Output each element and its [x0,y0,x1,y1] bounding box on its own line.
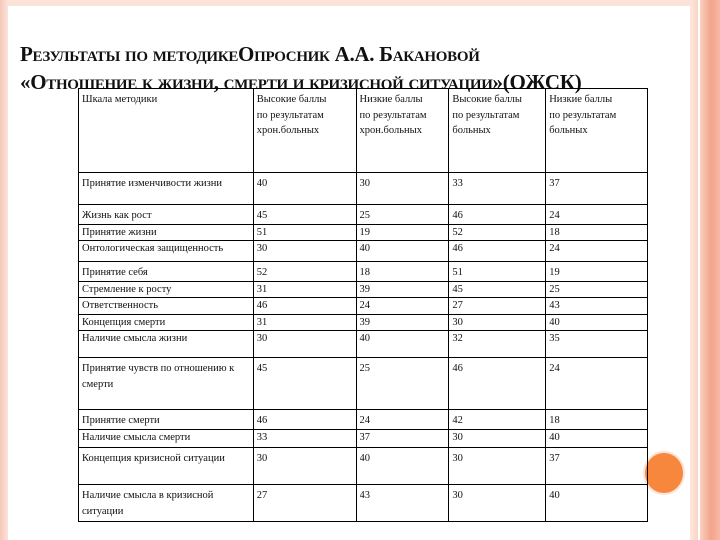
value-cell [546,485,648,522]
header-text: хрон.больных [359,125,422,136]
scale-cell [79,410,254,448]
score-value: 37 [357,429,449,446]
header-text: по результатам [256,109,324,121]
score-value: 52 [449,224,545,241]
table-row-group [79,448,648,485]
score-value: 40 [357,330,449,347]
score-value: 40 [359,453,371,464]
score-value: 24 [549,210,560,221]
score-value: 25 [359,363,371,374]
value-cell [546,410,648,448]
value-cell [449,485,546,522]
scale-label: Стремление к росту [79,281,253,298]
score-value: 24 [359,415,371,426]
score-value: 46 [254,297,356,314]
table-row-group [79,205,648,262]
score-value: 31 [254,314,356,331]
score-value: 18 [549,415,560,426]
value-cell [449,448,546,485]
header-text: по результатам [452,109,520,121]
title-line-2: «Отношение к жизни, смерти и кризисной ситуации»(ОЖСК) [20,70,582,94]
title-line-1: Результаты по методикеОпросник А.А. Бакановой [20,42,480,66]
header-text: Низкие баллы [549,94,613,105]
value-cell [449,358,546,410]
header-text: хрон.больных [256,125,320,136]
slide-frame-left [0,0,8,540]
header-text: по результатам [549,109,617,121]
score-value: 43 [546,297,647,314]
score-value: 40 [357,240,449,257]
table-row-group [79,358,648,410]
score-value: 19 [357,224,449,241]
score-value: 46 [452,363,463,374]
score-value: 37 [549,453,560,464]
table-row-group [79,262,648,358]
score-value: 18 [359,267,371,278]
score-value: 18 [546,224,647,241]
scale-cell [79,448,254,485]
score-value: 30 [449,429,545,446]
score-value: 45 [256,210,268,221]
header-text: больных [452,125,491,136]
score-value: 51 [254,224,356,241]
score-value: 40 [546,429,647,446]
scale-cell [79,485,254,522]
score-value: 24 [546,240,647,257]
scale-label: Наличие смысла в кризисной ситуации [82,490,214,517]
value-cell [253,262,356,358]
header-text: Высокие баллы [256,94,327,105]
slide-frame-top [0,0,720,6]
value-cell [546,173,648,205]
value-cell [356,205,449,262]
score-value: 19 [549,267,560,278]
score-value: 39 [357,314,449,331]
score-value: 30 [452,490,463,501]
score-value: 33 [254,429,356,446]
scale-label: Принятие смерти [82,415,160,426]
scale-label: Принятие изменчивости жизни [82,178,222,189]
header-text: Низкие баллы [359,94,423,105]
scale-label: Наличие смысла жизни [79,330,253,347]
score-value: 30 [254,240,356,257]
score-value: 40 [256,178,268,189]
score-value: 24 [549,363,560,374]
score-value: 40 [546,314,647,331]
table-row-group [79,485,648,522]
score-value: 42 [452,415,463,426]
table-row-group [79,410,648,448]
score-value: 45 [449,281,545,298]
scale-label: Принятие чувств по отношению к смерти [82,363,235,390]
score-value: 37 [549,178,560,189]
score-value: 30 [254,330,356,347]
score-value: 45 [256,363,268,374]
results-table [78,88,648,522]
score-value: 40 [549,490,560,501]
score-value: 32 [449,330,545,347]
score-value: 30 [452,453,463,464]
header-text: больных [549,125,588,136]
score-value: 24 [357,297,449,314]
header-cell [79,89,254,173]
score-value: 25 [546,281,647,298]
score-value: 27 [449,297,545,314]
value-cell [356,358,449,410]
score-value: 27 [256,490,268,501]
score-value: 30 [359,178,371,189]
score-value: 30 [449,314,545,331]
scale-label: Принятие жизни [79,224,253,241]
value-cell [449,173,546,205]
score-value: 25 [359,210,371,221]
header-cell [356,89,449,173]
scale-label: Концепция смерти [79,314,253,331]
score-value: 30 [256,453,268,464]
value-cell [253,410,356,448]
header-text: по результатам [359,109,427,121]
score-value: 39 [357,281,449,298]
scale-label: Концепция кризисной ситуации [82,453,225,464]
value-cell [449,410,546,448]
header-cell [253,89,356,173]
value-cell [253,448,356,485]
scale-label: Наличие смысла смерти [79,429,253,446]
value-cell [546,205,648,262]
value-cell [356,173,449,205]
value-cell [449,262,546,358]
value-cell [356,448,449,485]
score-value: 52 [256,267,268,278]
header-row [79,89,648,173]
scale-label: Жизнь как рост [82,210,152,221]
value-cell [253,205,356,262]
score-value: 31 [254,281,356,298]
value-cell [253,485,356,522]
score-value: 35 [546,330,647,347]
value-cell [546,448,648,485]
value-cell [356,410,449,448]
value-cell [253,358,356,410]
value-cell [449,205,546,262]
value-cell [546,358,648,410]
score-value: 46 [452,210,463,221]
header-text: Шкала методики [82,94,158,105]
score-value: 33 [452,178,463,189]
value-cell [356,485,449,522]
header-cell [546,89,648,173]
scale-cell [79,173,254,205]
scale-label: Ответственность [79,297,253,314]
score-value: 43 [359,490,371,501]
slide-frame-right [690,0,720,540]
header-cell [449,89,546,173]
scale-label: Принятие себя [82,267,148,278]
header-text: Высокие баллы [452,94,522,105]
scale-label: Онтологическая защищенность [79,240,253,257]
value-cell [356,262,449,358]
value-cell [546,262,648,358]
decorative-circle-icon [643,451,685,495]
scale-cell [79,262,254,358]
score-value: 51 [452,267,463,278]
value-cell [253,173,356,205]
scale-cell [79,358,254,410]
table-row-group [79,173,648,205]
score-value: 46 [449,240,545,257]
scale-cell [79,205,254,262]
score-value: 46 [256,415,268,426]
